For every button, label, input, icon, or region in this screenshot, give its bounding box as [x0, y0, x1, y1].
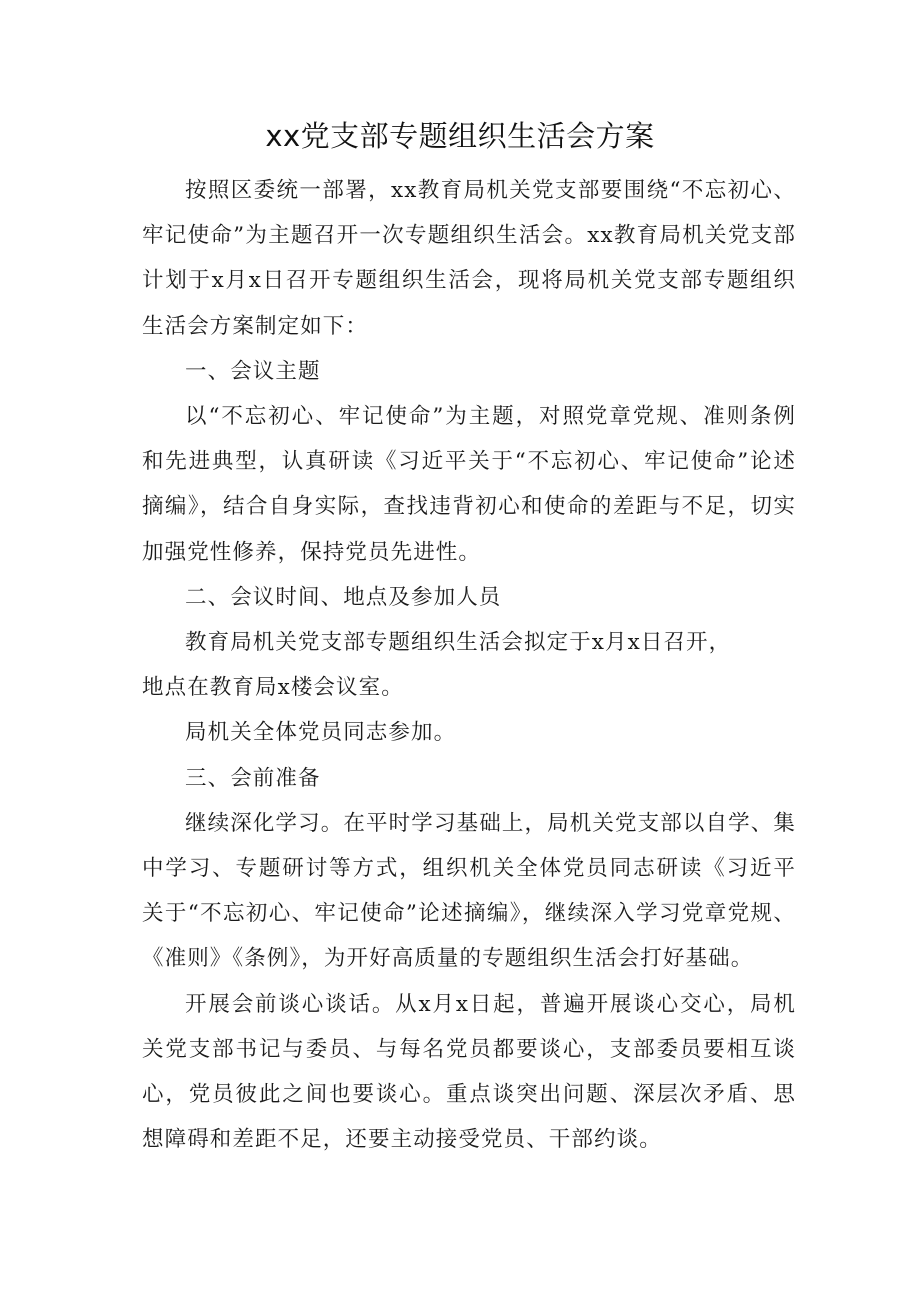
theme-paragraph: 以“不忘初心、牢记使命”为主题，对照党章党规、准则条例和先进典型，认真研读《习近平关于“不忘初心、牢记使命”论述摘编》，结合自身实际，查找违背初心和使命的差距与不足，切实加强党性修养，保持党员先进性。: [142, 404, 796, 565]
document-title: xx党支部专题组织生活会方案: [265, 119, 655, 153]
intro-paragraph: 按照区委统一部署，xx教育局机关党支部要围绕“不忘初心、牢记使命”为主题召开一次专题组织生活会。xx教育局机关党支部计划于x月x日召开专题组织生活会，现将局机关党支部专题组织生活会方案制定如下：: [142, 178, 796, 339]
study-paragraph: 继续深化学习。在平时学习基础上，局机关党支部以自学、集中学习、专题研讨等方式，组织机关全体党员同志研读《习近平关于“不忘初心、牢记使命”论述摘编》，继续深入学习党章党规、《准则》《条例》，为开好高质量的专题组织生活会打好基础。: [142, 810, 796, 972]
time-paragraph: 教育局机关党支部专题组织生活会拟定于x月x日召开，: [185, 630, 732, 656]
document-body: [142, 168, 796, 1162]
attendees-paragraph: 局机关全体党员同志参加。: [185, 720, 457, 746]
talk-paragraph: 开展会前谈心谈话。从x月x日起，普遍开展谈心交心，局机关党支部书记与委员、与每名党员都要谈心，支部委员要相互谈心，党员彼此之间也要谈心。重点谈突出问题、深层次矛盾、思想障碍和差距不足，还要主动接受党员、干部约谈。: [142, 991, 796, 1153]
section-heading-1: 一、会议主题: [185, 358, 321, 384]
section-heading-3: 三、会前准备: [185, 765, 321, 791]
section-heading-2: 二、会议时间、地点及参加人员: [185, 584, 502, 610]
location-paragraph: 地点在教育局x楼会议室。: [142, 675, 404, 701]
